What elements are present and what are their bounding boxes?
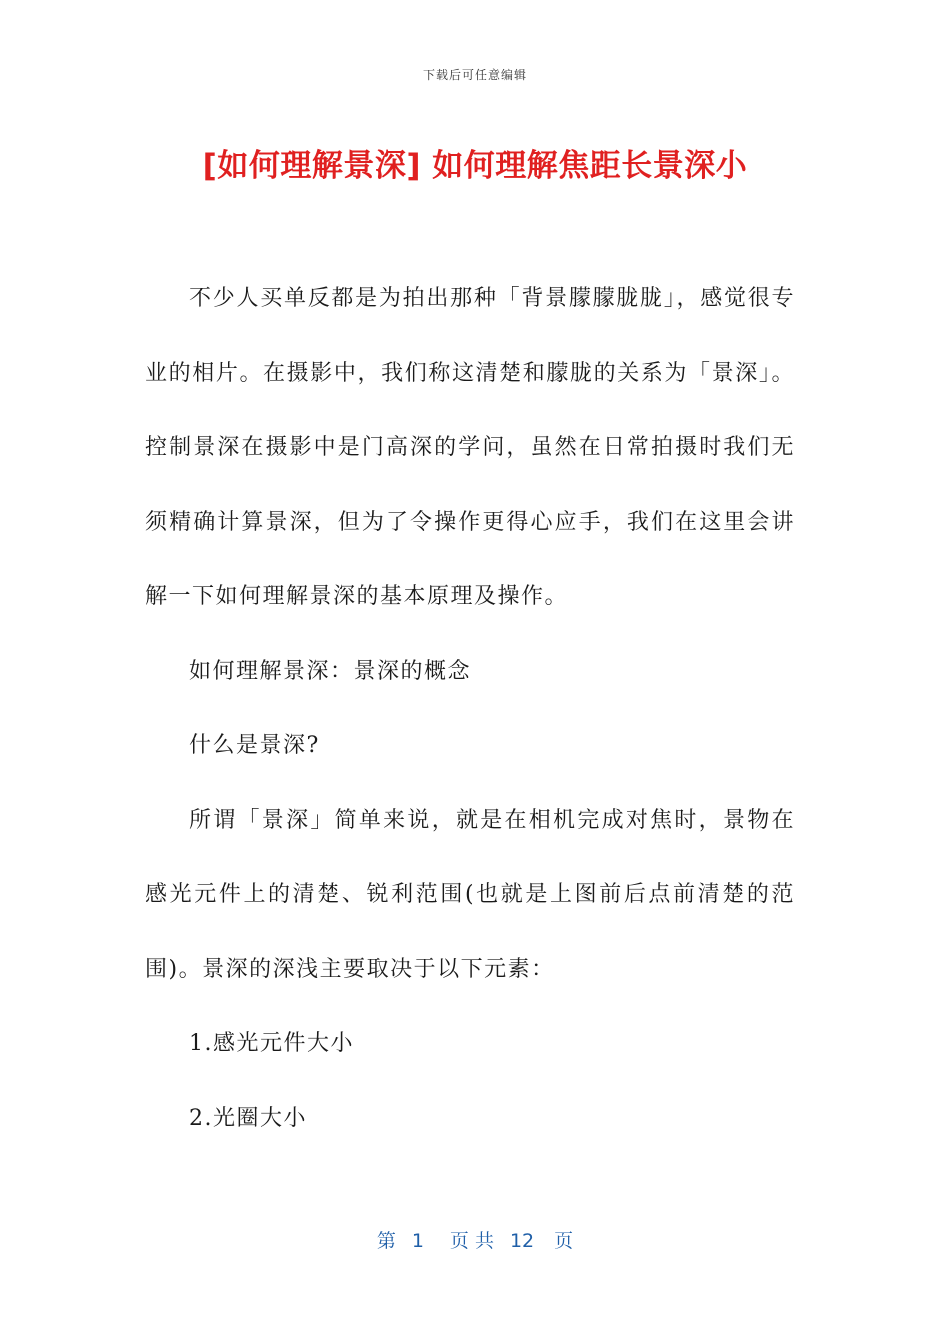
footer-suffix: 页	[554, 1230, 574, 1252]
footer-prefix: 第	[376, 1230, 396, 1252]
paragraph-intro: 不少人买单反都是为拍出那种「背景朦朦胧胧」，感觉很专业的相片。在摄影中，我们称这清楚和朦胧的关系为「景深」。控制景深在摄影中是门高深的学问，虽然在日常拍摄时我们无须精确计算景深，但为了令操作更得心应手，我们在这里会讲解一下如何理解景深的基本原理及操作。	[145, 286, 795, 609]
list-item-sensor-size: 1.感光元件大小	[189, 1031, 354, 1056]
footer-current-page: 1	[411, 1230, 424, 1252]
header-note: 下载后可任意编辑	[422, 68, 527, 82]
section-heading: 如何理解景深：景深的概念	[189, 658, 472, 684]
document-body	[145, 262, 795, 1156]
paragraph-definition: 所谓「景深」简单来说，就是在相机完成对焦时，景物在感光元件上的清楚、锐利范围(也就是上图前后点前清楚的范围)。景深的深浅主要取决于以下元素：	[145, 807, 795, 982]
page-footer	[0, 1226, 950, 1253]
list-item-aperture: 2.光圈大小	[189, 1105, 307, 1131]
question-line: 什么是景深?	[189, 733, 320, 758]
footer-middle: 页 共	[449, 1230, 494, 1252]
footer-total-pages: 12	[509, 1230, 535, 1252]
document-title: [如何理解景深] 如何理解焦距长景深小	[202, 148, 748, 184]
